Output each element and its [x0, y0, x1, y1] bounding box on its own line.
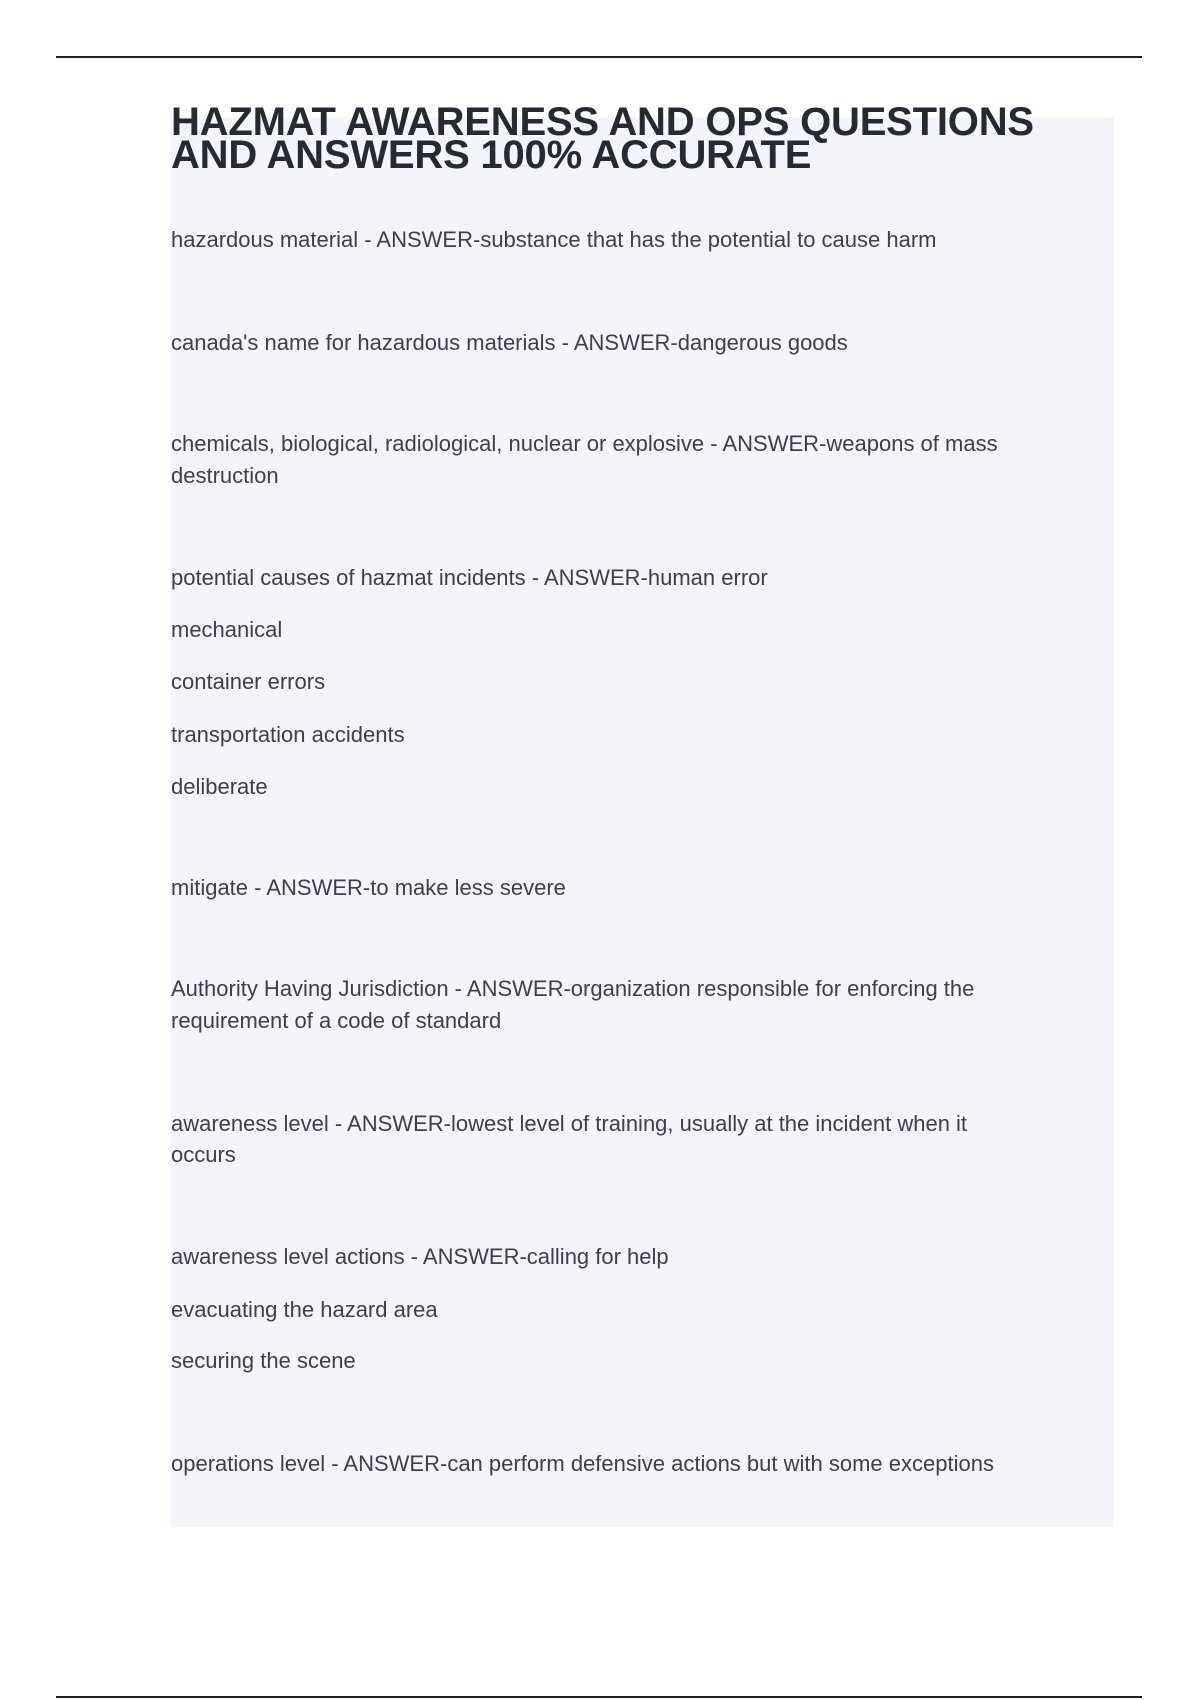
qa-entry: hazardous material - ANSWER-substance that has the potential to cause harm [171, 227, 937, 252]
answer-list-item: deliberate [171, 774, 268, 799]
title-line: HAZMAT AWARENESS AND OPS QUESTIONS [171, 100, 1034, 144]
title-line: AND ANSWERS 100% ACCURATE [171, 133, 812, 177]
answer-list-item: container errors [171, 669, 326, 694]
qa-entry: mitigate - ANSWER-to make less severe [171, 875, 566, 900]
footer-rule [56, 1696, 1142, 1698]
qa-entry-continuation: occurs [171, 1142, 236, 1167]
header-rule [56, 56, 1142, 58]
answer-list-item: evacuating the hazard area [171, 1297, 438, 1322]
qa-entry-continuation: requirement of a code of standard [171, 1008, 502, 1033]
qa-entry: awareness level - ANSWER-lowest level of training, usually at the incident when it [171, 1111, 968, 1136]
qa-entry: Authority Having Jurisdiction - ANSWER-organization responsible for enforcing the [171, 976, 975, 1001]
qa-entry: operations level - ANSWER-can perform defensive actions but with some exceptions [171, 1451, 994, 1476]
answer-list-item: transportation accidents [171, 722, 405, 747]
answer-list-item: securing the scene [171, 1348, 356, 1373]
qa-entry: chemicals, biological, radiological, nuclear or explosive - ANSWER-weapons of mass [171, 431, 998, 456]
qa-entry: canada's name for hazardous materials - ANSWER-dangerous goods [171, 330, 848, 355]
qa-entry: awareness level actions - ANSWER-calling for help [171, 1244, 669, 1269]
answer-list-item: mechanical [171, 617, 283, 642]
page-title [171, 100, 1091, 177]
qa-entry-continuation: destruction [171, 463, 279, 488]
qa-entry: potential causes of hazmat incidents - ANSWER-human error [171, 565, 768, 590]
